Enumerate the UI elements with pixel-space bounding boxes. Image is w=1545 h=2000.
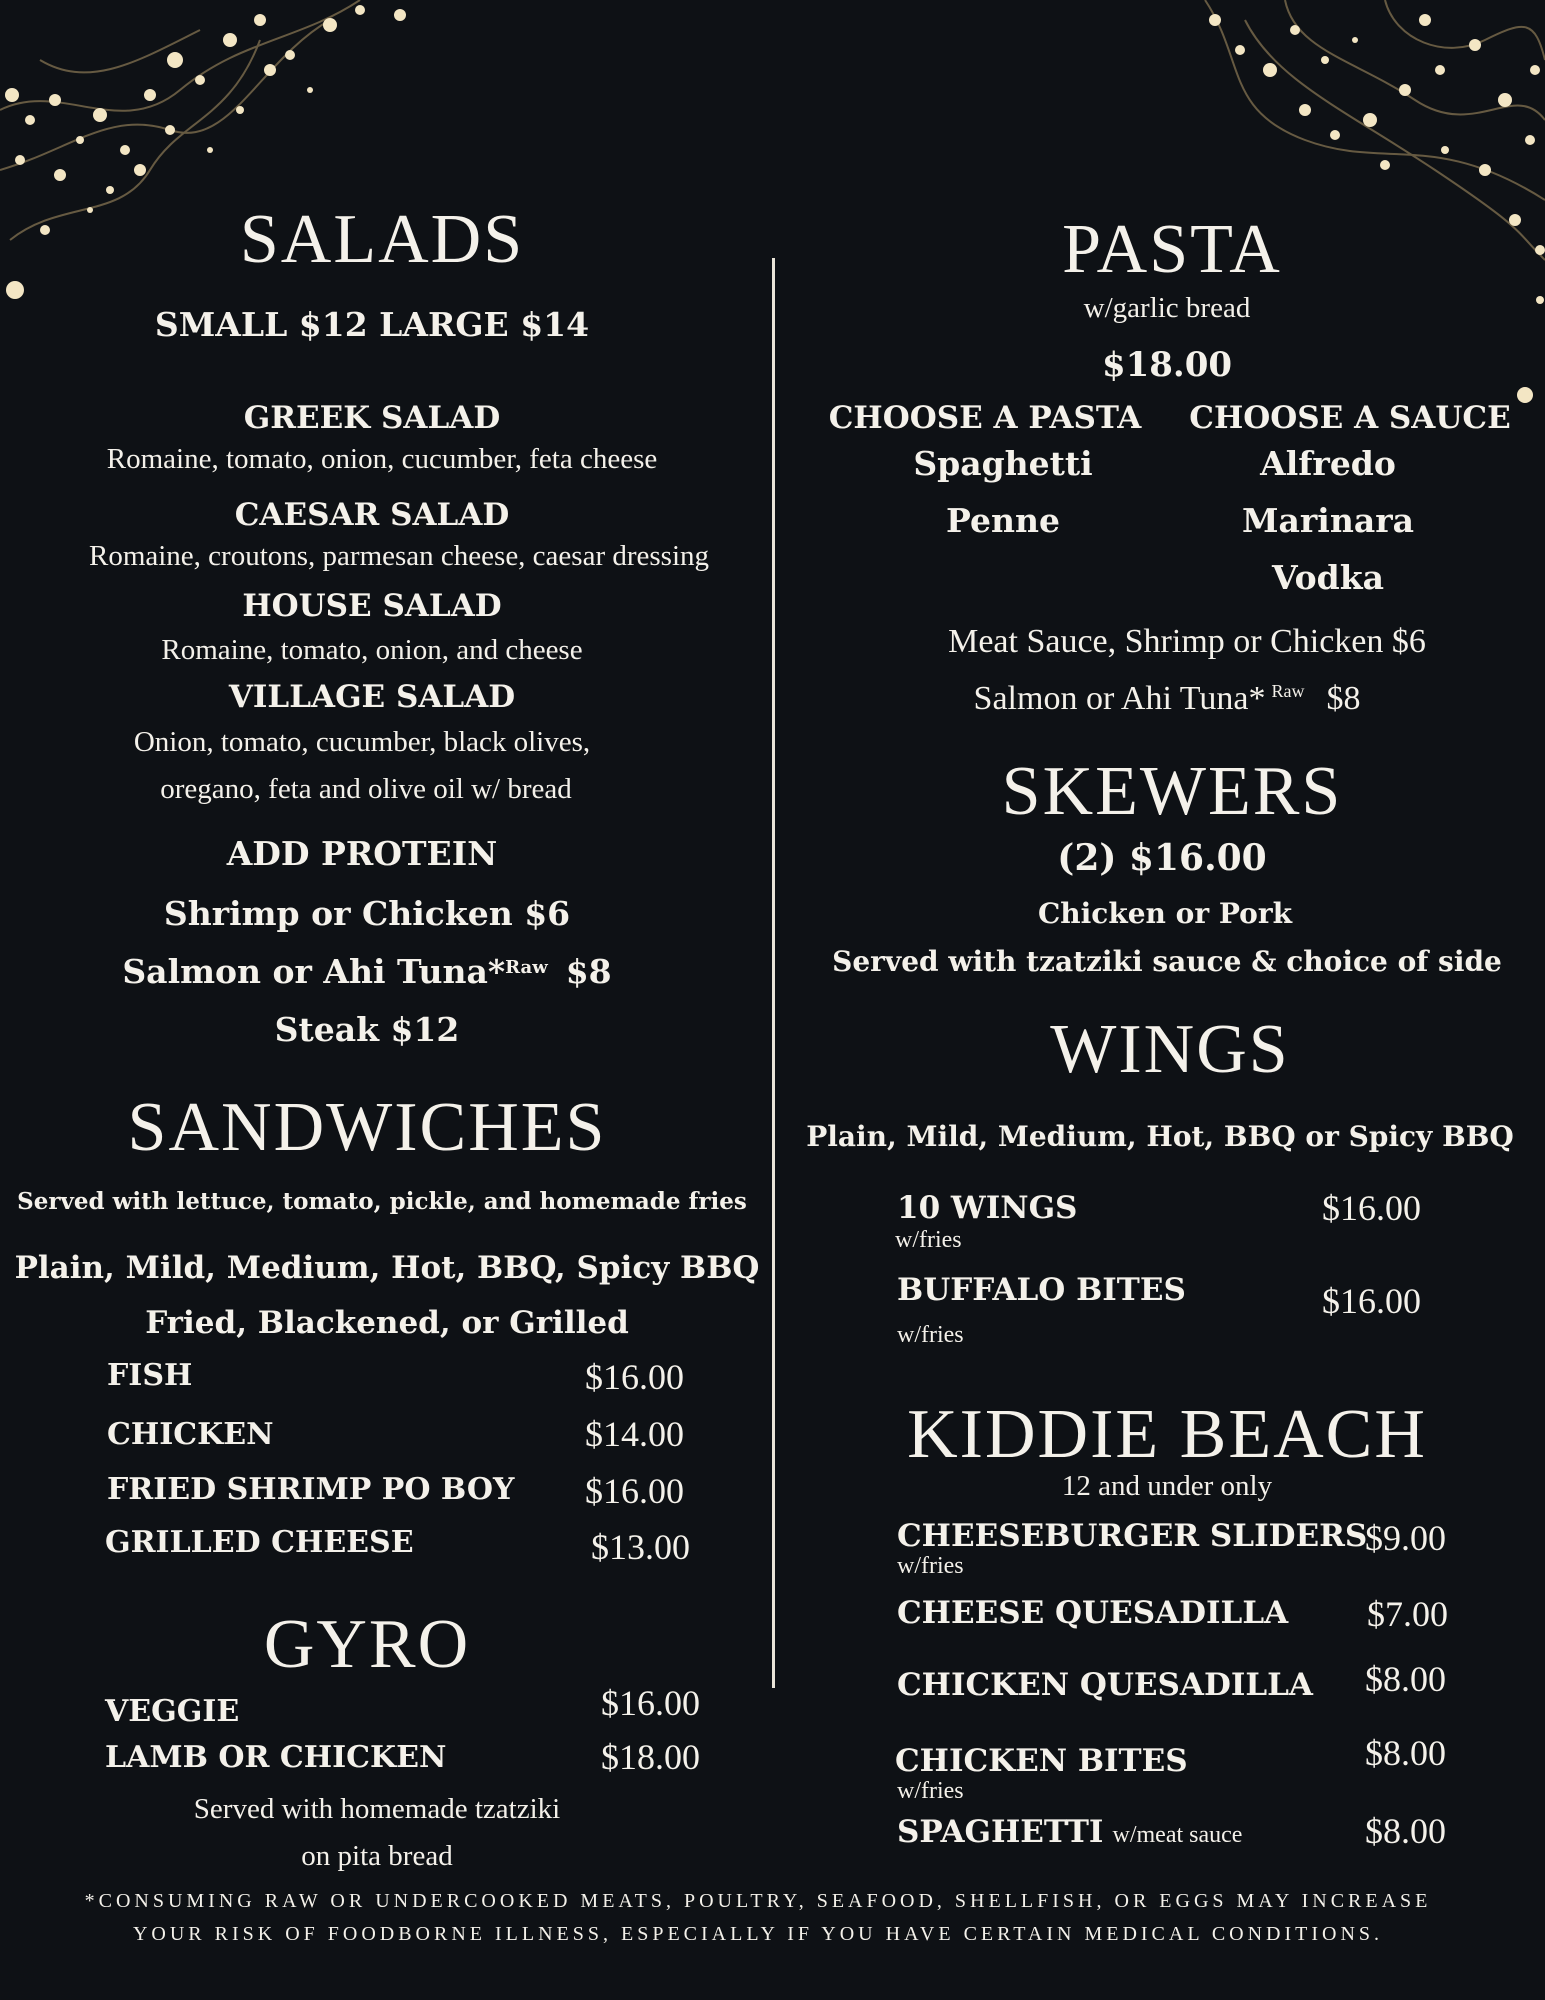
skewers-line1: Chicken or Pork (1038, 897, 1292, 930)
pasta-addon-salmon-price: $8 (1326, 680, 1361, 717)
sauce-option-marinara: Marinara (1242, 501, 1414, 540)
buffalo-bites-note: w/fries (897, 1322, 964, 1348)
sandwiches-title: SANDWICHES (127, 1089, 607, 1166)
gyro-title: GYRO (263, 1606, 471, 1683)
sandwiches-subtitle: Served with lettuce, tomato, pickle, and homemade fries (17, 1188, 747, 1215)
raw-superscript: Raw (1271, 681, 1305, 701)
greek-salad-name: GREEK SALAD (243, 400, 501, 436)
add-protein-line2 (122, 952, 611, 991)
disclaimer-line2: YOUR RISK OF FOODBORNE ILLNESS, ESPECIALLY IF YOU HAVE CERTAIN MEDICAL CONDITIONS. (132, 1923, 1384, 1945)
pasta-option-spaghetti: Spaghetti (913, 444, 1093, 483)
house-salad-desc: Romaine, tomato, onion, and cheese (161, 634, 583, 666)
sauce-option-vodka: Vodka (1272, 558, 1384, 597)
pasta-addon-salmon-tuna: Salmon or Ahi Tuna* (973, 680, 1266, 717)
wings-10-name: 10 WINGS (897, 1190, 1078, 1226)
sandwich-shrimp-po-boy-name: FRIED SHRIMP PO BOY (107, 1472, 515, 1507)
sandwiches-options-line2: Fried, Blackened, or Grilled (145, 1305, 629, 1341)
sandwich-fish-name: FISH (107, 1358, 193, 1393)
kiddie-sliders-price: $9.00 (1365, 1518, 1446, 1558)
gyro-lamb-chicken-name: LAMB OR CHICKEN (105, 1740, 447, 1775)
buffalo-bites-price: $16.00 (1322, 1281, 1421, 1321)
pasta-subtitle: w/garlic bread (1083, 292, 1251, 324)
sandwiches-options-line1: Plain, Mild, Medium, Hot, BBQ, Spicy BBQ (14, 1250, 760, 1286)
caesar-salad-name: CAESAR SALAD (234, 497, 510, 533)
kiddie-sliders-name: CHEESEBURGER SLIDERS (897, 1518, 1368, 1554)
pasta-addon-line2 (974, 680, 1361, 718)
choose-sauce-header: CHOOSE A SAUCE (1189, 400, 1511, 436)
buffalo-bites-name: BUFFALO BITES (897, 1272, 1186, 1308)
kiddie-spaghetti-name: SPAGHETTI (897, 1814, 1104, 1850)
sandwich-chicken-price: $14.00 (585, 1414, 684, 1454)
village-salad-name: VILLAGE SALAD (228, 679, 516, 715)
wings-title: WINGS (1050, 1011, 1290, 1088)
add-protein-line1: Shrimp or Chicken $6 (163, 894, 571, 933)
sandwich-fish-price: $16.00 (585, 1357, 684, 1397)
pasta-title: PASTA (1062, 211, 1282, 288)
kiddie-sliders-note: w/fries (897, 1553, 964, 1579)
kiddie-beach-subtitle: 12 and under only (1061, 1470, 1273, 1502)
gyro-veggie-price: $16.00 (601, 1683, 700, 1723)
sandwich-chicken-name: CHICKEN (107, 1417, 274, 1452)
kiddie-chicken-bites-price: $8.00 (1365, 1733, 1446, 1773)
wings-10-price: $16.00 (1322, 1188, 1421, 1228)
salads-title: SALADS (239, 201, 525, 278)
gyro-note-line1: Served with homemade tzatziki (193, 1793, 561, 1825)
skewers-line2: Served with tzatziki sauce & choice of side (832, 945, 1502, 978)
sauce-option-alfredo: Alfredo (1260, 444, 1396, 483)
kiddie-chicken-quesadilla-name: CHICKEN QUESADILLA (897, 1667, 1313, 1703)
salads-sizes: SMALL $12 LARGE $14 (154, 305, 590, 344)
caesar-salad-desc: Romaine, croutons, parmesan cheese, caesar dressing (88, 540, 710, 572)
village-salad-desc-line1: Onion, tomato, cucumber, black olives, (133, 726, 591, 758)
add-protein-line3: Steak $12 (274, 1010, 460, 1049)
kiddie-cheese-quesadilla-price: $7.00 (1367, 1594, 1448, 1634)
greek-salad-desc: Romaine, tomato, onion, cucumber, feta cheese (106, 443, 658, 475)
raw-superscript: Raw (505, 957, 548, 978)
disclaimer-line1: *CONSUMING RAW OR UNDERCOOKED MEATS, POULTRY, SEAFOOD, SHELLFISH, OR EGGS MAY INCREASE (84, 1890, 1432, 1912)
kiddie-spaghetti-note: w/meat sauce (1112, 1822, 1243, 1848)
pasta-option-penne: Penne (946, 501, 1060, 540)
gyro-veggie-name: VEGGIE (105, 1694, 240, 1729)
wings-10-note: w/fries (895, 1227, 962, 1253)
column-divider (772, 258, 775, 1688)
kiddie-chicken-quesadilla-price: $8.00 (1365, 1659, 1446, 1699)
gyro-note-line2: on pita bread (301, 1840, 453, 1872)
gyro-lamb-chicken-price: $18.00 (601, 1737, 700, 1777)
house-salad-name: HOUSE SALAD (242, 588, 502, 624)
skewers-title: SKEWERS (1001, 753, 1343, 830)
pasta-addon-line1: Meat Sauce, Shrimp or Chicken $6 (948, 623, 1426, 660)
kiddie-chicken-bites-note: w/fries (897, 1778, 964, 1804)
sandwich-grilled-cheese-name: GRILLED CHEESE (105, 1525, 414, 1560)
add-protein-title: ADD PROTEIN (226, 834, 498, 873)
wings-flavors: Plain, Mild, Medium, Hot, BBQ or Spicy BBQ (806, 1120, 1514, 1153)
kiddie-beach-title: KIDDIE BEACH (907, 1396, 1427, 1473)
sandwich-shrimp-po-boy-price: $16.00 (585, 1471, 684, 1511)
pasta-price: $18.00 (1101, 345, 1233, 385)
add-protein-salmon-tuna: Salmon or Ahi Tuna* (122, 952, 506, 991)
kiddie-chicken-bites-name: CHICKEN BITES (895, 1743, 1188, 1779)
village-salad-desc-line2: oregano, feta and olive oil w/ bread (160, 773, 572, 805)
sandwich-grilled-cheese-price: $13.00 (591, 1527, 690, 1567)
kiddie-spaghetti-row (897, 1814, 1242, 1850)
kiddie-spaghetti-price: $8.00 (1365, 1811, 1446, 1851)
kiddie-cheese-quesadilla-name: CHEESE QUESADILLA (897, 1595, 1289, 1631)
add-protein-salmon-price: $8 (565, 952, 612, 991)
skewers-price: (2) $16.00 (1057, 837, 1267, 879)
choose-pasta-header: CHOOSE A PASTA (828, 400, 1142, 436)
